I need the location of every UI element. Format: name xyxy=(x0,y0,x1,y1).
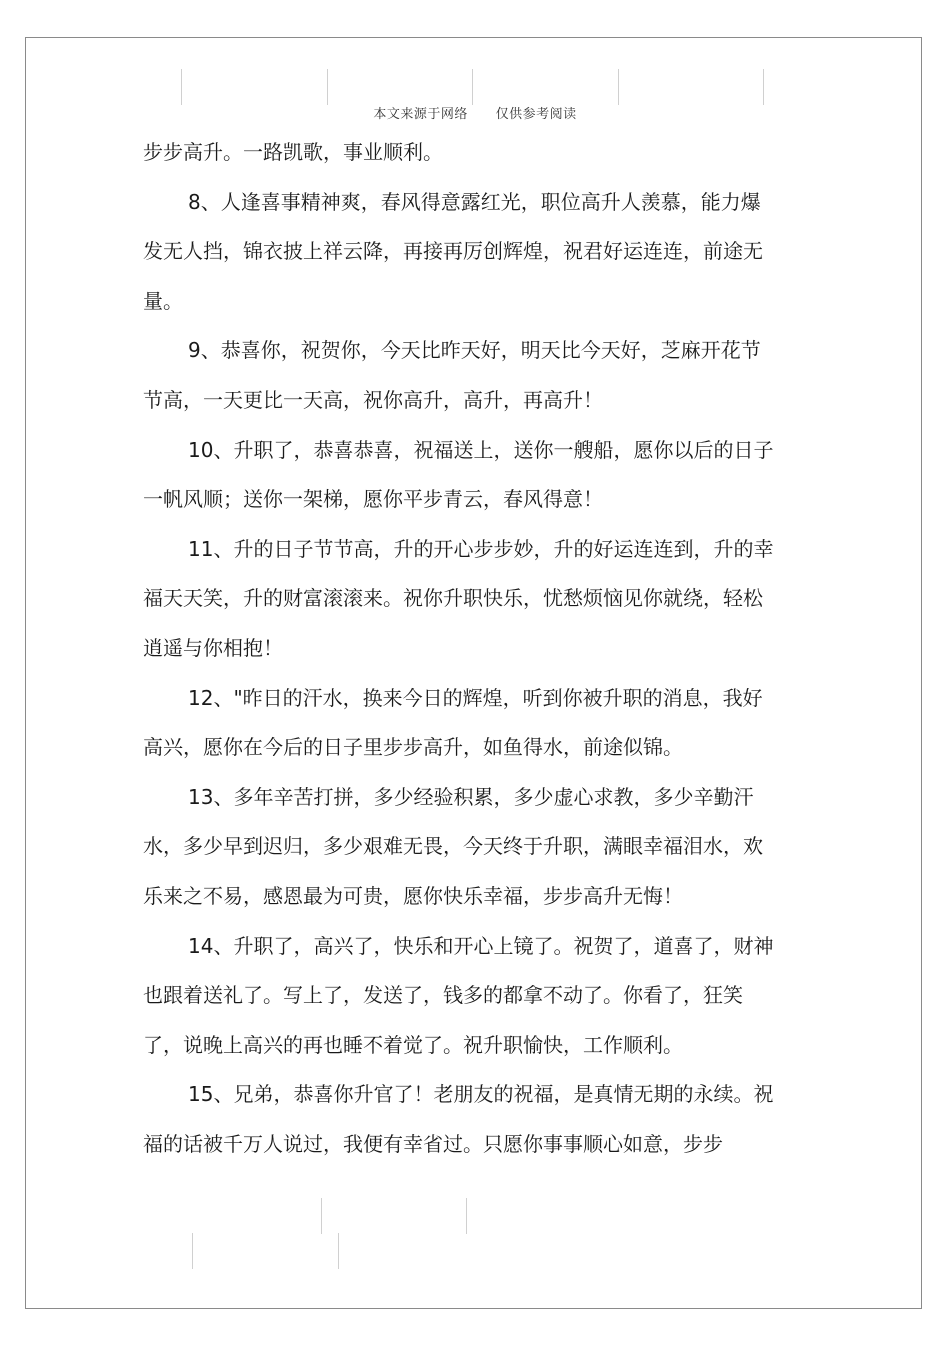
header-note: 本文来源于网络 仅供参考阅读 xyxy=(373,107,577,122)
list-item: 10、升职了，恭喜恭喜，祝福送上，送你一艘船，愿你以后的日子一帆风顺；送你一架梯，愿你平步青云，春风得意！ xyxy=(143,437,774,512)
document-body xyxy=(143,128,778,1169)
bottom-rule-mark xyxy=(338,1233,339,1269)
bottom-rule-mark xyxy=(192,1233,193,1269)
top-rule-mark xyxy=(472,69,473,105)
list-item: 14、升职了，高兴了，快乐和开心上镜了。祝贺了，道喜了，财神也跟着送礼了。写上了，发送了，钱多的都拿不动了。你看了，狂笑了，说晚上高兴的再也睡不着觉了。祝升职愉快，工作顺利。 xyxy=(143,933,774,1057)
top-rule-mark xyxy=(618,69,619,105)
lead-paragraph: 步步高升。一路凯歌，事业顺利。 xyxy=(143,140,443,164)
list-item: 11、升的日子节节高，升的开心步步妙，升的好运连连到，升的幸福天天笑，升的财富滚滚来。祝你升职快乐，忧愁烦恼见你就绕，轻松逍遥与你相抱！ xyxy=(143,536,774,660)
top-rule-mark xyxy=(763,69,764,105)
bottom-rule-mark xyxy=(466,1198,467,1234)
list-item: 9、恭喜你，祝贺你，今天比昨天好，明天比今天好，芝麻开花节节高，一天更比一天高，祝你高升，高升，再高升！ xyxy=(143,338,761,412)
list-item: 13、多年辛苦打拼，多少经验积累，多少虚心求教，多少辛勤汗水，多少早到迟归，多少艰难无畏，今天终于升职，满眼幸福泪水，欢乐来之不易，感恩最为可贵，愿你快乐幸福，步步高升无悔！ xyxy=(143,784,763,908)
list-item: 15、兄弟，恭喜你升官了！老朋友的祝福，是真情无期的永续。祝福的话被千万人说过，我便有幸省过。只愿你事事顺心如意，步步 xyxy=(143,1082,774,1156)
top-rule-mark xyxy=(327,69,328,105)
list-item: 8、人逢喜事精神爽，春风得意露红光，职位高升人羡慕，能力爆发无人挡，锦衣披上祥云降，再接再厉创辉煌，祝君好运连连，前途无量。 xyxy=(143,189,763,313)
bottom-rule-mark xyxy=(321,1198,322,1234)
top-rule-mark xyxy=(181,69,182,105)
list-item: 12、"昨日的汗水，换来今日的辉煌，听到你被升职的消息，我好高兴，愿你在今后的日子里步步高升，如鱼得水，前途似锦。 xyxy=(143,685,763,760)
